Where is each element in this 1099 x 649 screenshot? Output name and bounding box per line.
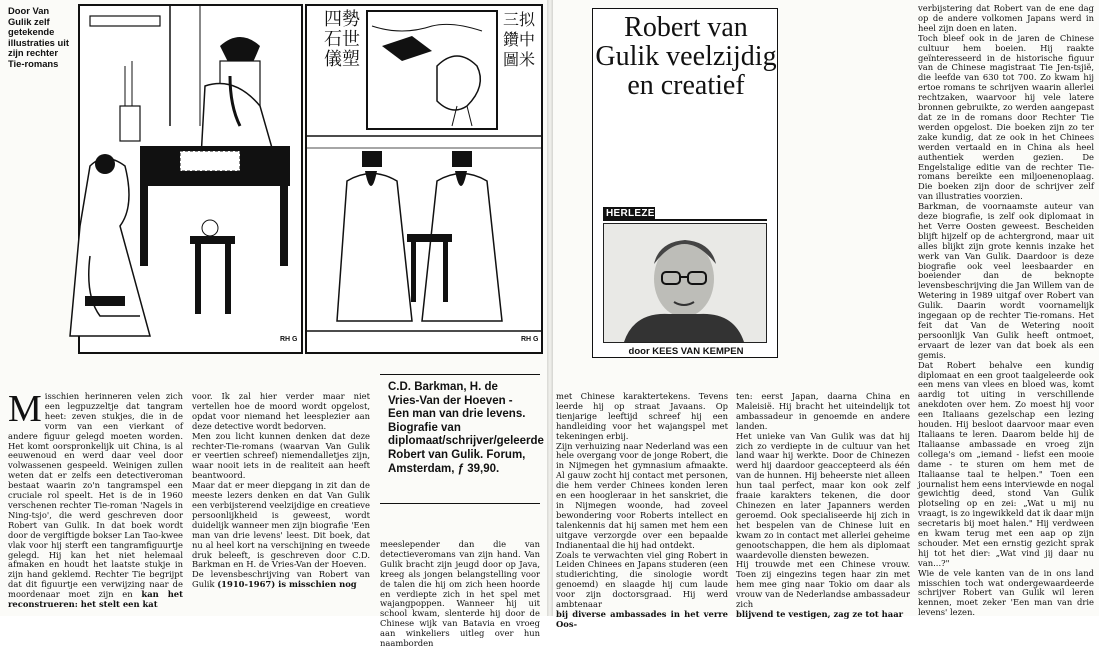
paragraph: Toch bleef ook in de jaren de Chinese cultuur hem boeien. Hij raakte geïnteresseerd in de historische figuur van de Chinese magistraat Tie Jen-tsjië, die leefde van 630 tot 700. Zo kwam hij ertoe romans te schrijven waarin allerlei rechtzaken, waarvoor hij vele latere bronnen gebruikte, zo werden aangepast dat ze in de romans door Rechter Tie werden opgelost. Die boeken zijn zo ter zake kundig, dat ze ook in het Chinees werden vertaald en in China als heel authentiek werden gezien. De Engelstalige editie van de rechter Tie-romans bereikte een miljoenenoplaag. Die boeken zijn door de schrijver zelf van illustraties voorzien. <box>918 32 1094 202</box>
scholar-drawing <box>80 6 301 352</box>
glyph: 四 <box>324 9 342 30</box>
section-rule <box>655 219 767 221</box>
column-5 <box>736 391 910 619</box>
glyph: 拟 <box>519 10 536 29</box>
illustration-caption: Door Van Gulik zelf getekende illustraties uit zijn rechter Tie-romans <box>8 5 69 69</box>
illustration-left <box>78 4 303 354</box>
illustrator-signature: RH G <box>521 336 539 343</box>
glyph: 勢 <box>342 9 360 30</box>
paragraph: Zoals te verwachten viel ging Robert in Leiden Chinees en Japans studeren (een studierichting, die sinologie wordt genoemd) en slaagde hij cum laude voor zijn doctorsgraad. Hij werd ambtenaar <box>556 549 728 610</box>
paragraph: Wie de vele kanten van de in ons land misschien toch wat ondergewaardeerde schrijver Robert van Gulik wil leren kennen, moet zeker 'Een man van drie levens' lezen. <box>918 567 1094 618</box>
paragraph-end: kan het reconstrueren: het stelt een kat <box>8 589 183 610</box>
glyph: 儀 <box>324 49 342 70</box>
glyph: 米 <box>519 50 536 69</box>
paragraph: meeslepender dan die van detectieveromans van zijn hand. Van Gulik bracht zijn jeugd door op Java, kreeg als jongen belangstelling voor de talen die hij om zich heen hoorde en verdiepte zich in het spel met wajangpoppen. Wanneer hij uit school kwam, slenterde hij door de Chinese wijk van Batavia en vroeg aan winkeliers uitleg over hun naamborden <box>380 539 540 649</box>
glyph: 塑 <box>342 49 360 70</box>
paragraph: Dat Robert behalve een kundig diplomaat en een groot taalgeleerde ook een mens van vlees en bloed was, komt aardig tot uiting in verschillende anekdoten over hem. Zo moest hij voor een Italiaans gezelschap een lezing houden. Hij besloot daarvoor maar even Italiaans te leren. Daarom belde hij de Italiaanse ambassade en vroeg zijn collega's om „iemand - liefst een mooie dame - te sturen om hem met de Italiaanse taal te helpen." Toen een journalist hem eens interviewde en nogal gewichtig deed, stond Van Gulik plotseling op en zei: „Wat u mij nu vraagt, is zo ingewikkeld dat ik daar mijn secretaris bij moet halen." Hij verdween en kwam terug met een aap op zijn schouder. Met een ernstig gezicht sprak hij tot het dier: „Wat vind jij daar nu van...?" <box>918 359 1094 568</box>
column-4 <box>556 391 728 629</box>
glyph: 世 <box>342 29 360 50</box>
section-label: HERLEZEN <box>603 207 655 221</box>
column-6 <box>918 3 1094 618</box>
author-portrait <box>603 223 767 343</box>
paragraph: Men zou licht kunnen denken dat deze rechter-Tie-romans (waarvan Van Gulik er veertien schreef) niemendalletjes zijn, waar nooit iets in de realiteit aan heeft beantwoord. <box>192 430 370 481</box>
paragraph: verbijstering dat Robert van de ene dag op de andere volkomen Japans werd in heel zijn doen en laten. <box>918 3 1094 33</box>
paragraph: ten: eerst Japan, daarna China en Maleisië. Hij bracht het uiteindelijk tot ambassadeur in genoemde en andere landen. <box>736 391 910 431</box>
book-info-box: C.D. Barkman, H. de Vries-Van der Hoeven - Een man van drie levens. Biografie van diplomaat/schrijver/geleerde Robert van Gulik. Forum, Amsterdam, ƒ 39,90. <box>380 374 540 504</box>
paragraph: Maar dat er meer diepgang in zit dan de meeste lezers denken en dat Van Gulik een verbijsterend veelzijdige en creatieve persoonlijkheid is geweest, wordt duidelijk wanneer men zijn biografie 'Een man van drie levens' leest. Dit boek, dat nu al heel kort na verschijning en tweede druk beleeft, is geschreven door C.D. Barkman en H. de Vries-Van der Hoeven. <box>192 480 370 570</box>
paragraph: Barkman, de voornaamste auteur van deze biografie, is zelf ook diplomaat in het Verre Oosten geweest. Bescheiden blijft hijzelf op de achtergrond, maar uit alles blijkt zijn grote kennis inzake het werk van Van Gulik. Daardoor is deze biografie ook veel leesbaarder en boeiender dan de beknopte levensbeschrijving die Jan Willem van de Wetering in 1989 uitgaf over Robert van Gulik. Daarin wordt voornamelijk ingegaan op de rechter Tie-romans. Het feit dat Van de Wetering nooit persoonlijk Van Gulik heeft ontmoet, ervaart de lezer van dat boek als een gemis. <box>918 201 1094 360</box>
portrait-photo <box>604 224 766 342</box>
paragraph: voor. Ik zal hier verder maar niet vertellen hoe de moord wordt opgelost, opdat voor niemand het leesplezier aan deze detective wordt bedorven. <box>192 391 370 431</box>
column-3 <box>380 539 540 649</box>
column-2 <box>192 392 370 614</box>
illustrator-signature: RH G <box>280 336 298 343</box>
paragraph: met Chinese karaktertekens. Tevens leerde hij op straat Javaans. Op tienjarige leeftijd schreef hij een handleiding voor het wajangspel met tekeningen erbij. <box>556 391 728 441</box>
glyph: 鑽 <box>502 30 519 49</box>
glyph: 三 <box>502 10 519 29</box>
column-1 <box>8 388 183 614</box>
glyph: 圖 <box>502 50 519 69</box>
paragraph: Het unieke van Van Gulik was dat hij zich zo verdiepte in de cultuur van het land waar hij werkte. Door de Chinezen werd hij daardoor geaccepteerd als één van de hunnen. Hij beheerste niet alleen hun taal perfect, maar kon ook zelf fraaie karakters tekenen, die door Chinezen en later Japanners werden geroemd. Ook specialiseerde hij zich in het bespelen van de Chinese luit en kwam zo in contact met allerlei geheime genootschappen, die hem als diplomaat waardevolle diensten bewezen. <box>736 430 910 560</box>
article-header-box <box>592 8 778 358</box>
paragraph: Hij trouwde met een Chinese vrouw. Toen zij eingezins tegen haar zin met hem mee ging naar Tokio om daar als vrouw van de Nederlandse ambassadeur zich <box>736 559 910 610</box>
calligraphy-right <box>497 10 541 70</box>
byline: door KEES VAN KEMPEN <box>628 346 744 357</box>
paragraph: Zijn verhuizing naar Nederland was een hele overgang voor de jonge Robert, die in Nijmegen het gymnasium afmaakte. Al gauw zocht hij contact met personen, die hem verder Chinees konden leren en een hoogleraar in het sanskriet, die in Nijmegen woonde, had zoveel bewondering voor Roberts intellect en talenkennis dat hij samen met hem een uitgave verzorgde over een bepaalde Indianentaal die hij had ontdekt. <box>556 440 728 550</box>
article-title: Robert van Gulik veelzijdig en creatief <box>595 12 777 101</box>
drop-cap: M <box>8 388 42 430</box>
paragraph: isschien herinneren velen zich een legpuzzeltje dat tangram heet: zeven stukjes, die in de vorm van een vierkant of andere figuur gelegd moeten worden. Het komt oorspronkelijk uit China, is al eeuwenoud en werd daar veel door volwassenen gespeeld. Weinigen zullen weten dat er zelfs een detectiveroman bestaat waarin zo'n tangramspel een cruciale rol speelt. Het is de in 1960 verschenen rechter Tie-roman 'Nagels in Ning-tsjo', die werd geschreven door Robert van Gulik. In dat boek wordt door de vergiftigde bokser Lan Tao-kwee vlak voor hij sterft een tangramfiguurtje gelegd. Hij kan het niet helemaal afmaken en houdt het laatste stukje in zijn hand geklemd. Rechter Tie begrijpt dat dit figuurtje een verwijzing naar de moordenaar moet zijn en <box>8 391 183 600</box>
paragraph-end: (1910-1967) is misschien nog <box>217 579 357 590</box>
glyph: 石 <box>324 29 342 50</box>
glyph: 中 <box>519 30 536 49</box>
calligraphy-left <box>312 10 372 70</box>
paragraph-end: bij diverse ambassades in het verre Oos- <box>556 608 728 629</box>
paragraph: De levensbeschrijving van Robert van Gulik <box>192 569 370 590</box>
paragraph-end: blijvend te vestigen, zag ze tot haar <box>736 608 904 619</box>
page-gutter <box>547 0 553 616</box>
